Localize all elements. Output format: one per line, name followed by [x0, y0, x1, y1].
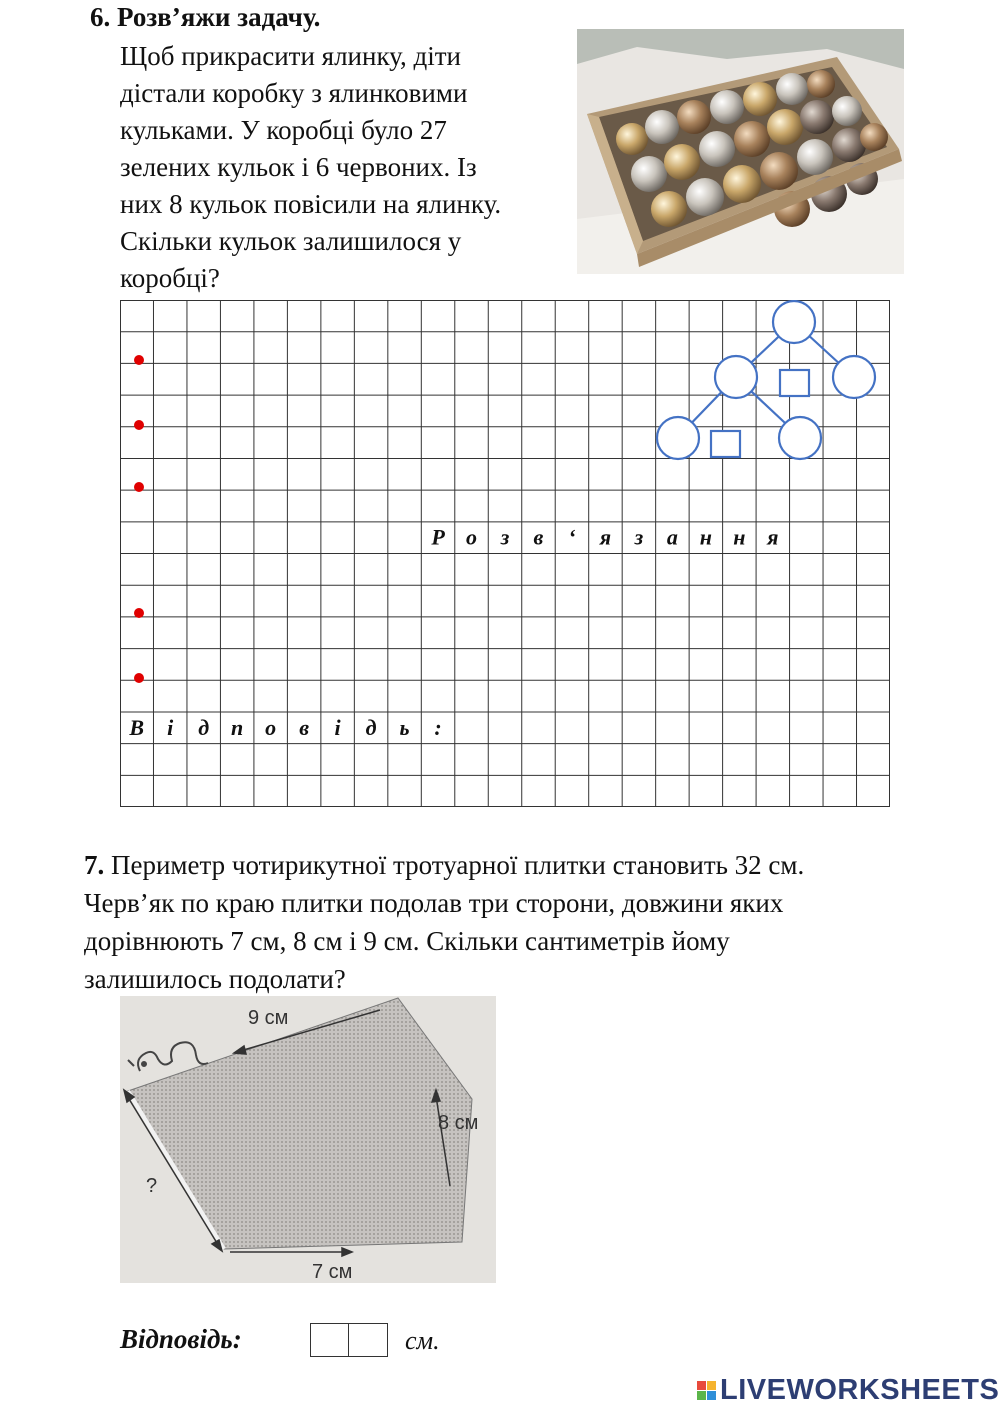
- logo-mark-icon: [697, 1381, 716, 1400]
- red-dot: [134, 673, 144, 683]
- liveworksheets-logo: [697, 1374, 999, 1407]
- red-dot: [134, 355, 144, 365]
- heading-letter: :: [434, 714, 442, 740]
- heading-letter: з: [500, 524, 510, 550]
- heading-letter: д: [365, 714, 377, 740]
- heading-letter: н: [699, 524, 712, 550]
- left-side-label: ?: [146, 1175, 158, 1197]
- task7-line-1: 7. Периметр чотирикутної тротуарної плитки становить 32 см.: [84, 850, 805, 880]
- red-dot: [134, 420, 144, 430]
- scheme-operation-box: [780, 370, 809, 396]
- task6-line: них 8 кульок повісили на ялинку.: [120, 189, 502, 219]
- task7-line: залишилось подолати?: [84, 964, 346, 994]
- red-dots: [134, 355, 144, 683]
- heading-letter: о: [466, 524, 478, 550]
- heading-letter: і: [334, 714, 341, 740]
- task7-number: 7.: [84, 850, 105, 880]
- scheme-circle-total: [773, 301, 815, 343]
- task6-line: коробці?: [120, 263, 220, 293]
- heading-letter: в: [533, 524, 544, 550]
- answer-heading-letters: [128, 715, 441, 740]
- task7-answer-unit: см.: [405, 1326, 440, 1355]
- heading-letter: Р: [431, 524, 445, 550]
- task6-line: Скільки кульок залишилося у: [120, 226, 462, 256]
- heading-letter: в: [299, 714, 310, 740]
- red-dot: [134, 482, 144, 492]
- heading-letter: і: [167, 714, 174, 740]
- scheme-circle-green: [657, 417, 699, 459]
- heading-letter: я: [767, 524, 779, 550]
- scheme-operation-box: [711, 431, 740, 457]
- tile-figure: [120, 996, 496, 1283]
- heading-letter: я: [599, 524, 612, 550]
- task7-answer-label: Відповідь:: [120, 1324, 242, 1354]
- top-side-label: 9 см: [248, 1007, 289, 1029]
- scheme-circle-part: [715, 356, 757, 398]
- task6-line: Щоб прикрасити ялинку, діти: [120, 41, 461, 71]
- heading-letter: ь: [399, 714, 410, 740]
- task6-line: дістали коробку з ялинковими: [120, 78, 468, 108]
- logo-text: LIVEWORKSHEETS: [720, 1374, 1000, 1406]
- heading-letter: з: [634, 524, 644, 550]
- task7-answer-box: [310, 1323, 388, 1357]
- task6-line: зелених кульок і 6 червоних. Із: [120, 152, 477, 182]
- heading-letter: н: [733, 524, 746, 550]
- scheme-circle-red: [779, 417, 821, 459]
- solution-heading-letters: [430, 525, 778, 550]
- task7-line: Черв’як по краю плитки подолав три сторони, довжини яких: [84, 888, 784, 918]
- ornament-box-photo: [577, 29, 904, 274]
- answer-digit-units[interactable]: [349, 1324, 387, 1356]
- task6-squared-grid: [120, 300, 890, 807]
- heading-letter: о: [265, 714, 277, 740]
- red-dot: [134, 608, 144, 618]
- heading-letter: ‘: [568, 524, 576, 550]
- task6-problem-text: [120, 38, 560, 297]
- task7-line: дорівнюють 7 см, 8 см і 9 см. Скільки сантиметрів йому: [84, 926, 730, 956]
- heading-letter: а: [666, 524, 678, 550]
- right-side-label: 8 см: [438, 1112, 479, 1134]
- bottom-side-label: 7 см: [312, 1261, 353, 1283]
- heading-letter: В: [129, 714, 145, 740]
- scheme-diagram: [657, 301, 875, 459]
- heading-letter: п: [231, 714, 244, 740]
- task7-problem-text: [84, 846, 914, 998]
- answer-digit-tens[interactable]: [311, 1324, 349, 1356]
- task6-title: 6. Розв’яжи задачу.: [90, 2, 321, 32]
- heading-letter: д: [198, 714, 210, 740]
- scheme-circle-part: [833, 356, 875, 398]
- task6-line: кульками. У коробці було 27: [120, 115, 447, 145]
